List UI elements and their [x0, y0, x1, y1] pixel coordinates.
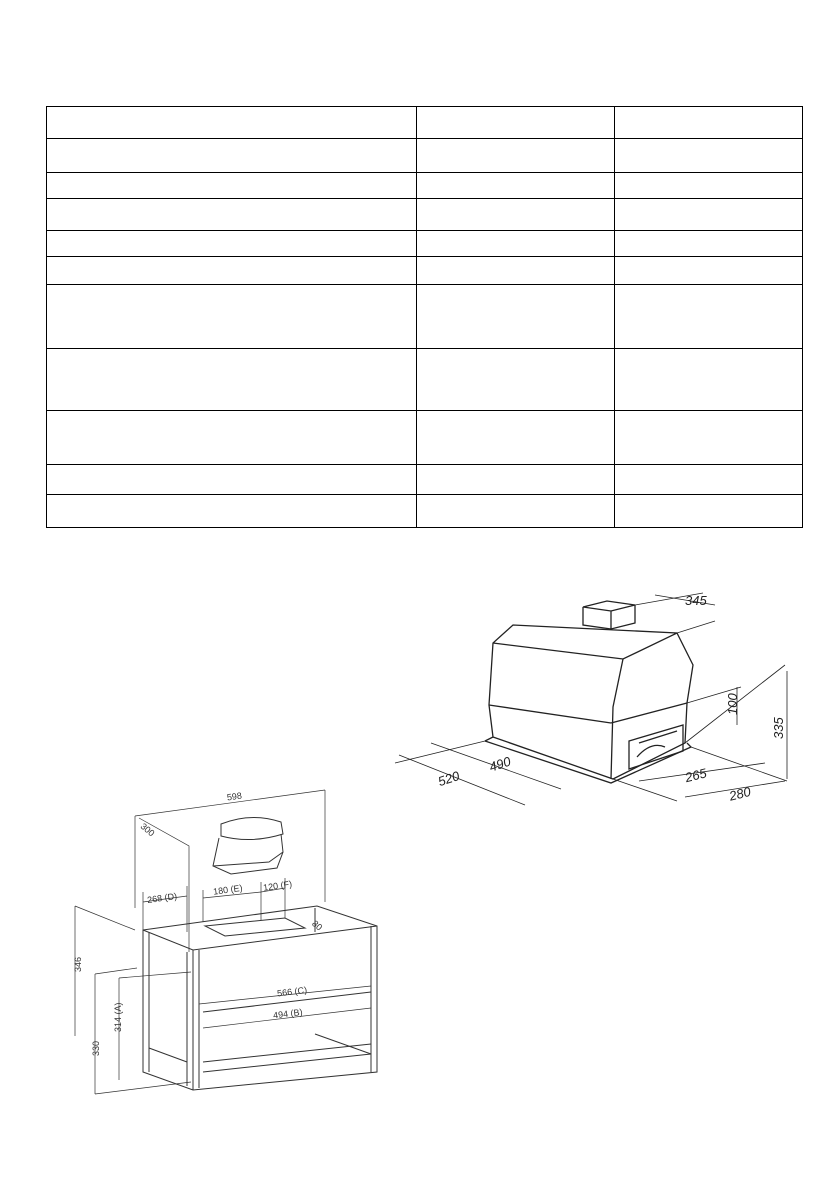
- spec-table-row: [46, 172, 803, 199]
- spec-cell: [416, 256, 614, 284]
- dim-cabinet-f: 120 (F): [262, 878, 293, 893]
- dim-overall-width: 520: [436, 768, 462, 790]
- spec-cell: [614, 256, 803, 284]
- dim-cabinet-small: 80: [310, 918, 325, 933]
- spec-cell: [416, 348, 614, 410]
- cabinet-dimension-drawing: [55, 782, 385, 1102]
- hood-body-outline: [489, 625, 693, 779]
- dim-cabinet-b: 494 (B): [272, 1006, 304, 1021]
- dim-cabinet-e: 180 (E): [212, 882, 244, 897]
- spec-cell: [614, 410, 803, 464]
- cabinet-outline: [143, 906, 377, 1090]
- dim-top-depth: 345: [685, 593, 707, 608]
- spec-cell: [46, 172, 416, 198]
- spec-cell: [416, 230, 614, 256]
- spec-table-row: [46, 410, 803, 465]
- dim-cabinet-c: 566 (C): [276, 984, 308, 999]
- spec-cell: [46, 348, 416, 410]
- dim-depth: 265: [683, 765, 709, 786]
- spec-table-row: [46, 198, 803, 231]
- spec-cell: [46, 198, 416, 230]
- hood-dimension-drawing: [385, 575, 825, 815]
- spec-cell: [46, 494, 416, 528]
- spec-cell: [614, 138, 803, 172]
- spec-cell: [416, 198, 614, 230]
- spec-cell: [614, 230, 803, 256]
- spec-table-row: [46, 284, 803, 349]
- spec-cell: [614, 198, 803, 230]
- spec-cell: [416, 464, 614, 494]
- spec-cell: [614, 106, 803, 138]
- spec-cell: [46, 138, 416, 172]
- spec-cell: [614, 348, 803, 410]
- dim-cabinet-a: 314 (A): [113, 1002, 123, 1032]
- dim-cabinet-low: 330: [91, 1040, 101, 1056]
- spec-cell: [614, 494, 803, 528]
- spec-cell: [416, 410, 614, 464]
- spec-cell: [46, 464, 416, 494]
- dim-side-height: 100: [725, 693, 740, 715]
- dim-cabinet-d: 268 (D): [146, 890, 178, 906]
- spec-cell: [46, 410, 416, 464]
- spec-cell: [416, 106, 614, 138]
- hood-base-plate: [485, 741, 691, 783]
- dim-width: 490: [487, 753, 513, 775]
- spec-cell: [46, 230, 416, 256]
- spec-table-row: [46, 230, 803, 257]
- spec-table-row: [46, 106, 803, 139]
- spec-cell: [614, 284, 803, 348]
- spec-cell: [416, 284, 614, 348]
- spec-cell: [46, 106, 416, 138]
- spec-table: [46, 106, 803, 528]
- spec-table-row: [46, 494, 803, 528]
- dim-cabinet-height: 346: [73, 956, 83, 972]
- spec-cell: [46, 284, 416, 348]
- hood-duct-outline: [583, 601, 635, 629]
- spec-table-row: [46, 348, 803, 411]
- dim-cabinet-depth: 300: [138, 821, 157, 839]
- cabinet-top-cutout: [205, 918, 305, 936]
- spec-cell: [614, 172, 803, 198]
- spec-cell: [416, 494, 614, 528]
- spec-cell: [614, 464, 803, 494]
- dim-cabinet-width: 598: [226, 790, 243, 803]
- dim-overall-depth: 280: [727, 783, 753, 804]
- spec-cell: [416, 138, 614, 172]
- dim-height: 335: [771, 717, 786, 739]
- spec-table-row: [46, 138, 803, 173]
- spec-cell: [416, 172, 614, 198]
- spec-cell: [46, 256, 416, 284]
- spec-table-row: [46, 464, 803, 495]
- spec-table-row: [46, 256, 803, 285]
